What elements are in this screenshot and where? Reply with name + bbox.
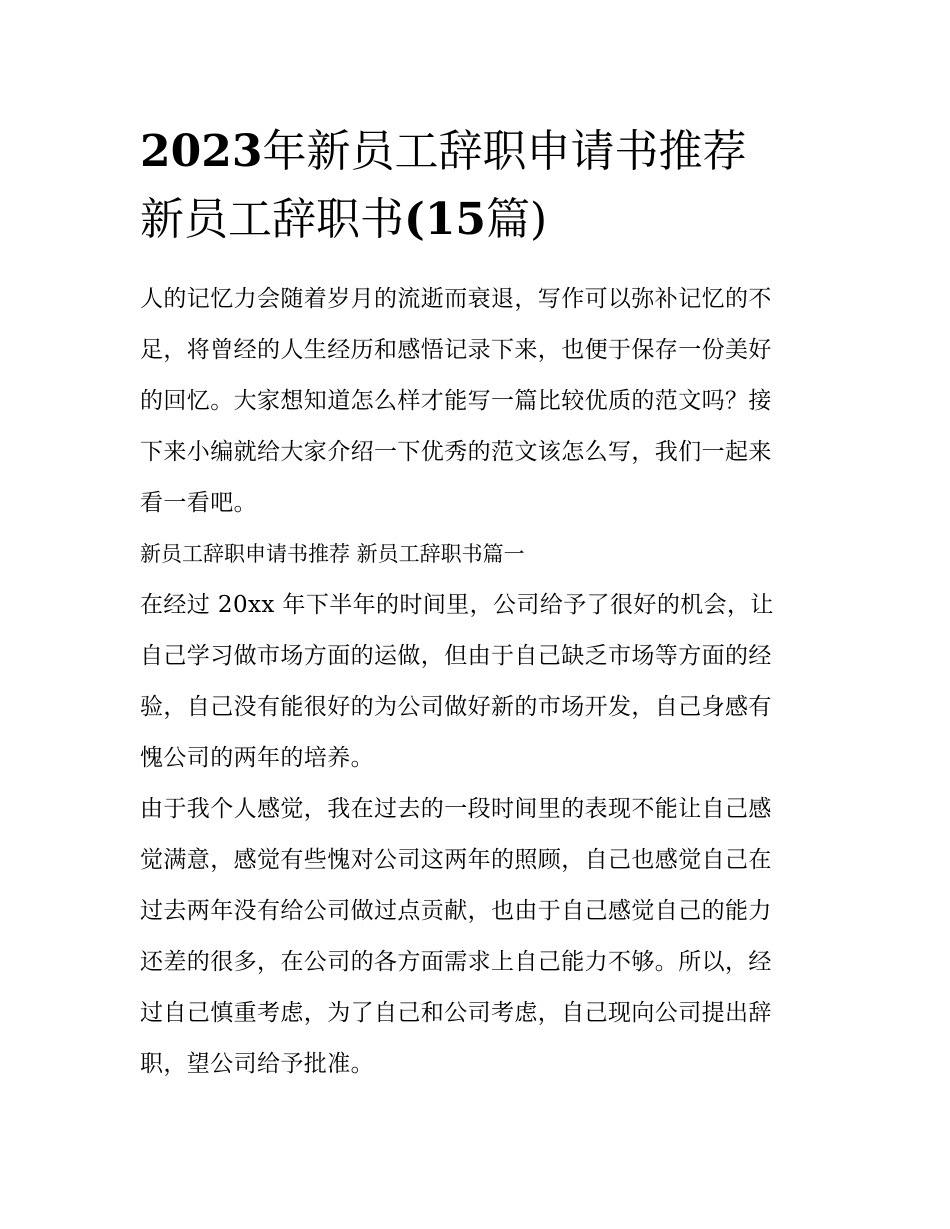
title-count: (15 (404, 194, 487, 245)
body-paragraph-2 (140, 784, 820, 1090)
body-paragraph-1 (140, 580, 820, 784)
text-line: 下来小编就给大家介绍一下优秀的范文该怎么写，我们一起来 (140, 439, 772, 465)
title-text-2: 新员工辞职书 (140, 194, 404, 245)
text-line: 的回忆。大家想知道怎么样才能写一篇比较优质的范文吗？接 (140, 388, 772, 414)
text-line: 过自己慎重考虑，为了自己和公司考虑，自己现向公司提出辞 (140, 1000, 772, 1026)
document-title (140, 118, 820, 254)
text-line: 验，自己没有能很好的为公司做好新的市场开发，自己身感有 (140, 694, 772, 720)
text-line: 过去两年没有给公司做过点贡献，也由于自己感觉自己的能力 (140, 898, 772, 924)
text-line: 职，望公司给予批准。 (140, 1051, 374, 1077)
title-suffix: 篇) (486, 194, 548, 245)
title-line-1 (140, 126, 746, 177)
title-year: 2023 (140, 126, 263, 177)
text-line: 由于我个人感觉，我在过去的一段时间里的表现不能让自己感 (140, 796, 772, 822)
title-text-1: 年新员工辞职申请书推荐 (262, 126, 747, 177)
text-line: 在经过 20xx 年下半年的时间里，公司给予了很好的机会，让 (140, 592, 774, 618)
text-line: 自己学习做市场方面的运做，但由于自己缺乏市场等方面的经 (140, 643, 772, 669)
text-line: 愧公司的两年的培养。 (140, 745, 374, 771)
text-line: 足，将曾经的人生经历和感悟记录下来，也便于保存一份美好 (140, 337, 772, 363)
text-line: 看一看吧。 (140, 490, 257, 516)
text-line: 人的记忆力会随着岁月的流逝而衰退，写作可以弥补记忆的不 (140, 286, 772, 312)
text-line: 觉满意，感觉有些愧对公司这两年的照顾，自己也感觉自己在 (140, 847, 772, 873)
text-line: 还差的很多，在公司的各方面需求上自己能力不够。所以，经 (140, 949, 772, 975)
section-heading: 新员工辞职申请书推荐 新员工辞职书篇一 (140, 542, 525, 566)
title-line-2 (140, 194, 547, 245)
document-body (140, 274, 820, 1090)
document-content (140, 118, 820, 1090)
intro-paragraph (140, 274, 820, 529)
